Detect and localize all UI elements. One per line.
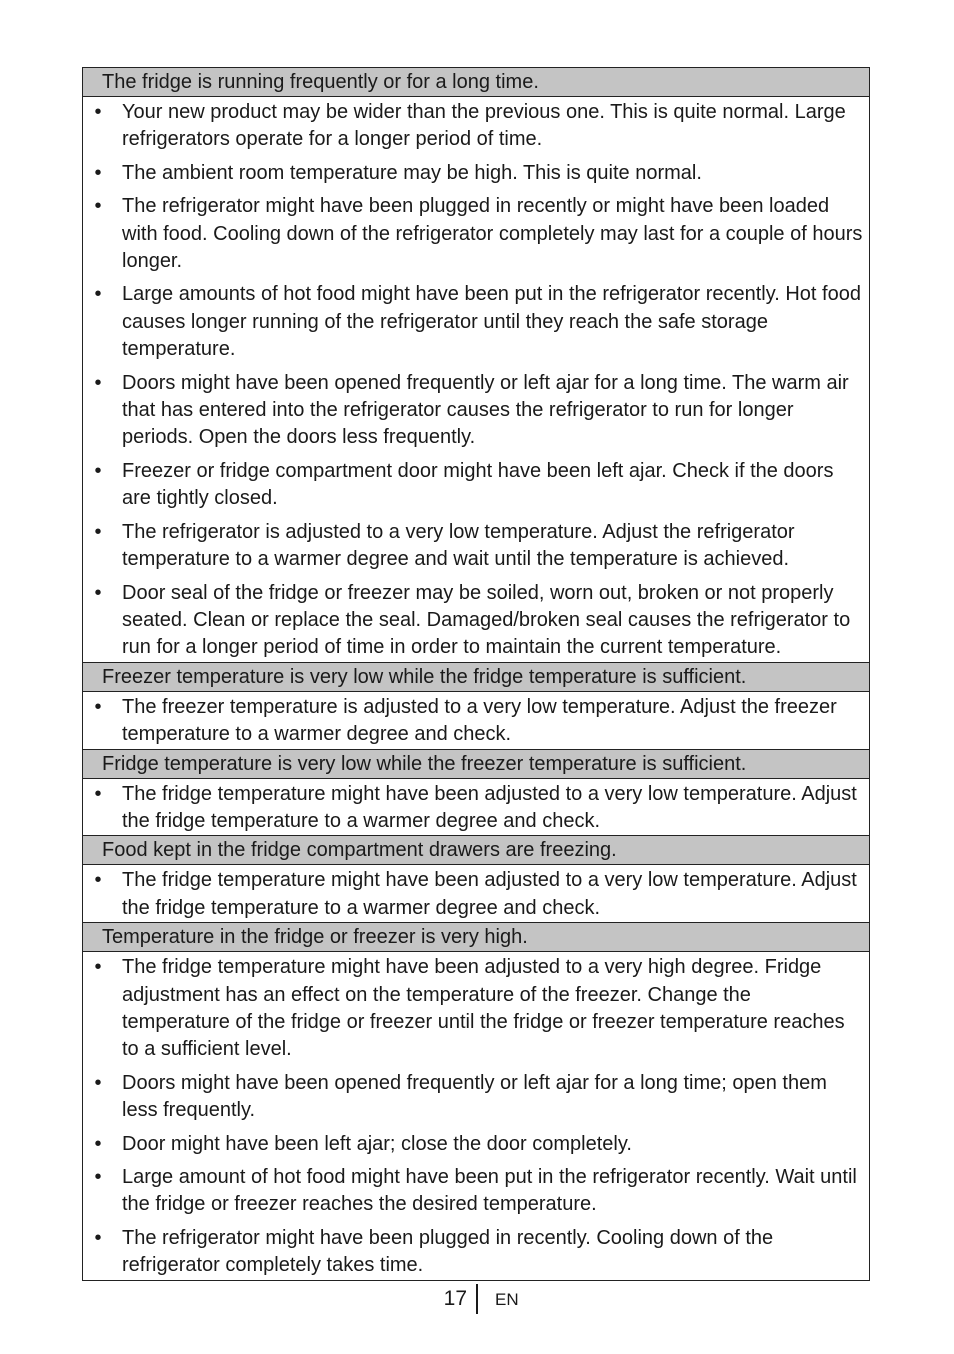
bullet-icon: • — [94, 371, 102, 394]
section-header: Food kept in the fridge compartment drawers are freezing. — [83, 836, 869, 865]
list-item — [83, 1164, 869, 1225]
list-item — [83, 519, 869, 580]
section-body — [83, 865, 869, 923]
section-header: Temperature in the fridge or freezer is very high. — [83, 923, 869, 952]
section-header: Fridge temperature is very low while the freezer temperature is sufficient. — [83, 750, 869, 779]
list-item-text: The refrigerator might have been plugged in recently or might have been loaded with food. Cooling down of the refrigerator completely may last for a couple of hours longer. — [122, 195, 863, 273]
list-item — [83, 781, 869, 836]
language-code: EN — [495, 1290, 519, 1309]
bullet-icon: • — [94, 869, 102, 892]
bullet-icon: • — [94, 520, 102, 543]
list-item — [83, 193, 869, 281]
footer-divider — [476, 1284, 478, 1314]
list-item — [83, 458, 869, 519]
list-item-text: The refrigerator might have been plugged in recently. Cooling down of the refrigerator completely takes time. — [122, 1226, 774, 1277]
list-item — [83, 954, 869, 1070]
list-item-text: Large amount of hot food might have been put in the refrigerator recently. Wait until the fridge or freezer reaches the desired temperature. — [122, 1166, 857, 1216]
list-item-text: The ambient room temperature may be high. This is quite normal. — [122, 161, 702, 184]
page-footer — [0, 1284, 954, 1314]
list-item-text: Doors might have been opened frequently or left ajar for a long time. The warm air that has entered into the refrigerator causes the refrigerator to run for longer periods. Open the doors less frequently. — [122, 371, 849, 449]
troubleshooting-table — [82, 67, 870, 1281]
list-item — [83, 281, 869, 369]
bullet-icon: • — [94, 195, 102, 218]
list-item — [83, 370, 869, 458]
bullet-icon: • — [94, 581, 102, 604]
list-item — [83, 99, 869, 160]
list-item-text: Door seal of the fridge or freezer may be soiled, worn out, broken or not properly seated. Clean or replace the seal. Damaged/broken seal causes the refrigerator to run for a longer period of time in order to maintain the current temperature. — [122, 581, 851, 659]
section-body — [83, 779, 869, 837]
list-item — [83, 867, 869, 922]
list-item-text: Freezer or fridge compartment door might have been left ajar. Check if the doors are tightly closed. — [122, 459, 834, 510]
section-body — [83, 97, 869, 663]
bullet-icon: • — [94, 161, 102, 184]
bullet-icon: • — [94, 1071, 102, 1094]
bullet-icon: • — [94, 101, 102, 123]
bullet-icon: • — [94, 459, 102, 482]
bullet-icon: • — [94, 1226, 102, 1249]
list-item-text: The fridge temperature might have been adjusted to a very low temperature. Adjust the fridge temperature to a warmer degree and check. — [122, 869, 857, 919]
section-body — [83, 692, 869, 750]
section-header: The fridge is running frequently or for a long time. — [83, 68, 869, 97]
bullet-icon: • — [94, 1132, 102, 1155]
page-number: 17 — [443, 1287, 467, 1310]
bullet-icon: • — [94, 782, 102, 805]
list-item-text: The refrigerator is adjusted to a very low temperature. Adjust the refrigerator temperature to a warmer degree and wait until the temperature is achieved. — [122, 520, 795, 571]
list-item — [83, 1225, 869, 1280]
section-header: Freezer temperature is very low while the fridge temperature is sufficient. — [83, 663, 869, 692]
list-item-text: Door might have been left ajar; close the door completely. — [122, 1132, 632, 1155]
list-item-text: The fridge temperature might have been adjusted to a very low temperature. Adjust the fridge temperature to a warmer degree and check. — [122, 782, 857, 832]
list-item — [83, 160, 869, 193]
bullet-icon: • — [94, 1166, 102, 1188]
list-item — [83, 694, 869, 749]
list-item — [83, 1131, 869, 1164]
list-item — [83, 1070, 869, 1131]
list-item-text: Doors might have been opened frequently or left ajar for a long time; open them less frequently. — [122, 1071, 827, 1122]
list-item — [83, 580, 869, 662]
section-body — [83, 952, 869, 1279]
bullet-icon: • — [94, 695, 102, 718]
bullet-icon: • — [94, 956, 102, 979]
list-item-text: Large amounts of hot food might have been put in the refrigerator recently. Hot food causes longer running of the refrigerator until they reach the safe storage temperature. — [122, 283, 861, 361]
list-item-text: The freezer temperature is adjusted to a very low temperature. Adjust the freezer temperature to a warmer degree and check. — [122, 695, 837, 746]
bullet-icon: • — [94, 283, 102, 306]
list-item-text: The fridge temperature might have been adjusted to a very high degree. Fridge adjustment has an effect on the temperature of the freezer. Change the temperature of the fridge or freezer until the fridge or freezer temperature reaches to a sufficient level. — [122, 956, 845, 1061]
list-item-text: Your new product may be wider than the previous one. This is quite normal. Large refrigerators operate for a longer period of time. — [122, 101, 846, 151]
